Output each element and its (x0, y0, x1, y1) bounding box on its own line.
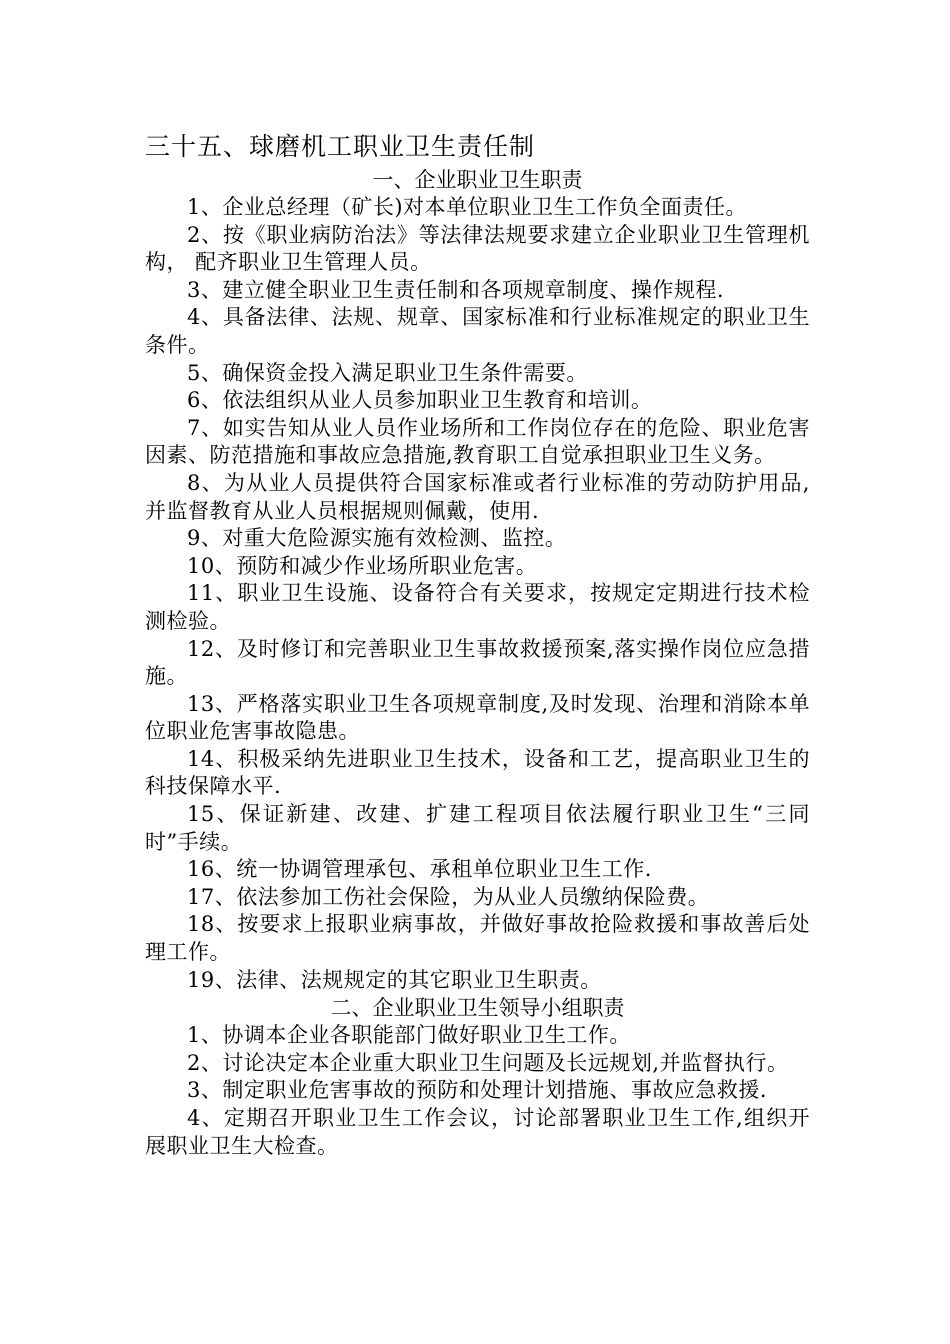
list-item: 8、为从业人员提供符合国家标准或者行业标准的劳动防护用品,并监督教育从业人员根据规则佩戴，使用. (145, 470, 810, 523)
list-item: 3、建立健全职业卫生责任制和各项规章制度、操作规程. (187, 277, 725, 302)
list-item: 12、及时修订和完善职业卫生事故救援预案,落实操作岗位应急措施。 (145, 636, 810, 689)
list-item: 5、确保资金投入满足职业卫生条件需要。 (187, 360, 588, 385)
list-item: 11、职业卫生设施、设备符合有关要求，按规定定期进行技术检测检验。 (145, 581, 810, 633)
list-item: 1、企业总经理（矿长)对本单位职业卫生工作负全面责任。 (187, 195, 748, 219)
list-item: 7、如实告知从业人员作业场所和工作岗位存在的危险、职业危害因素、防范措施和事故应急措施,教育职工自觉承担职业卫生义务。 (145, 415, 810, 468)
list-item: 18、按要求上报职业病事故，并做好事故抢险救援和事故善后处理工作。 (145, 912, 810, 965)
list-item: 9、对重大危险源实施有效检测、监控。 (187, 526, 567, 551)
list-item: 14、积极采纳先进职业卫生技术，设备和工艺，提高职业卫生的科技保障水平. (145, 746, 810, 799)
list-item: 1、协调本企业各职能部门做好职业卫生工作。 (187, 1023, 631, 1048)
section-heading-enterprise-duties: 一、企业职业卫生职责 (372, 168, 583, 192)
list-item: 6、依法组织从业人员参加职业卫生教育和培训。 (187, 388, 653, 413)
list-item: 2、按《职业病防治法》等法律法规要求建立企业职业卫生管理机构， 配齐职业卫生管理人员。 (145, 222, 810, 275)
list-item: 4、定期召开职业卫生工作会议，讨论部署职业卫生工作,组织开展职业卫生大检查。 (145, 1106, 810, 1158)
list-item: 13、严格落实职业卫生各项规章制度,及时发现、治理和消除本单位职业危害事故隐患。 (145, 691, 810, 744)
list-item: 4、具备法律、法规、规章、国家标准和行业标准规定的职业卫生条件。 (145, 305, 810, 357)
list-item: 3、制定职业危害事故的预防和处理计划措施、事故应急救援. (187, 1078, 768, 1103)
section-heading-leadership-group-duties: 二、企业职业卫生领导小组职责 (330, 996, 625, 1021)
document-title: 三十五、球磨机工职业卫生责任制 (145, 132, 536, 161)
list-item: 16、统一协调管理承包、承租单位职业卫生工作. (187, 857, 652, 882)
list-item: 19、法律、法规规定的其它职业卫生职责。 (187, 967, 602, 992)
list-item: 15、保证新建、改建、扩建工程项目依法履行职业卫生“三同时”手续。 (145, 802, 810, 854)
list-item: 10、预防和减少作业场所职业危害。 (187, 553, 538, 578)
list-item: 2、讨论决定本企业重大职业卫生问题及长远规划,并监督执行。 (187, 1050, 789, 1075)
document-page (145, 130, 810, 1160)
list-item: 17、依法参加工伤社会保险，为从业人员缴纳保险费。 (187, 884, 710, 909)
